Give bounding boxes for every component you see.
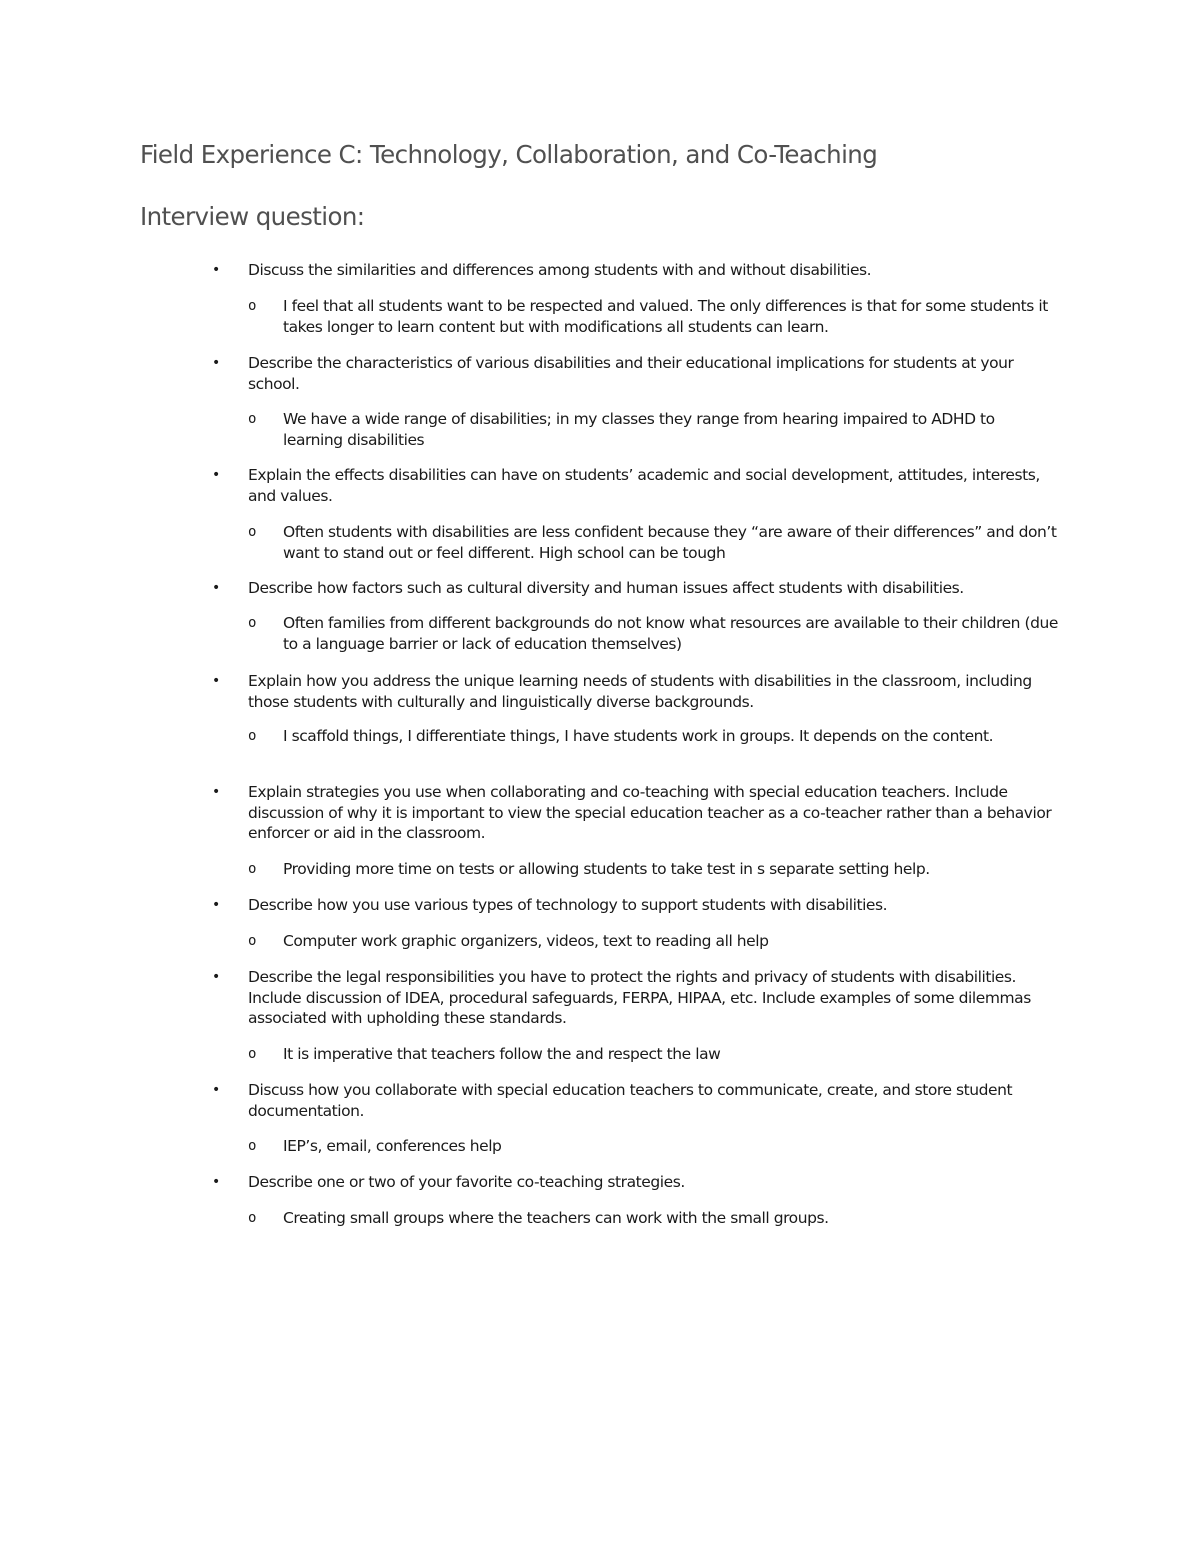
question-text: Explain strategies you use when collaborating and co-teaching with special education teachers. Include discussion of why it is important to view the special education teacher as a co-teacher rather than a behavior enforcer or aid in the classroom. — [248, 783, 1052, 842]
bullet-icon: • — [212, 262, 220, 278]
question-item — [212, 782, 1058, 844]
bullet-icon: • — [212, 580, 220, 596]
question-text: Describe the legal responsibilities you have to protect the rights and privacy of students with disabilities. Include discussion of IDEA, procedural safeguards, FERPA, HIPAA, etc. Include examples of some dilemmas associated with upholding these standards. — [248, 968, 1031, 1027]
question-item — [212, 1172, 1058, 1193]
question-item — [212, 967, 1058, 1029]
question-item — [212, 260, 1058, 281]
answer-item — [248, 613, 1058, 654]
question-item — [212, 578, 1058, 599]
sub-bullet-icon: o — [248, 1138, 256, 1154]
document-title: Field Experience C: Technology, Collaboration, and Co-Teaching — [140, 140, 878, 169]
sub-bullet-icon: o — [248, 728, 256, 744]
sub-bullet-icon: o — [248, 298, 256, 314]
answer-item — [248, 409, 1058, 450]
answer-item — [248, 726, 1058, 747]
answer-text: We have a wide range of disabilities; in my classes they range from hearing impaired to ADHD to learning disabilities — [283, 410, 995, 449]
question-item — [212, 671, 1058, 712]
sub-bullet-icon: o — [248, 411, 256, 427]
question-item — [212, 465, 1058, 506]
bullet-icon: • — [212, 784, 220, 800]
answer-text: IEP’s, email, conferences help — [283, 1137, 502, 1155]
answer-text: Creating small groups where the teachers can work with the small groups. — [283, 1209, 829, 1227]
question-text: Explain how you address the unique learning needs of students with disabilities in the classroom, including those students with culturally and linguistically diverse backgrounds. — [248, 672, 1032, 711]
sub-bullet-icon: o — [248, 524, 256, 540]
sub-bullet-icon: o — [248, 1210, 256, 1226]
answer-item — [248, 931, 1058, 952]
answer-text: Providing more time on tests or allowing students to take test in s separate setting help. — [283, 860, 930, 878]
answer-text: Often families from different backgrounds do not know what resources are available to their children (due to a language barrier or lack of education themselves) — [283, 614, 1058, 653]
bullet-icon: • — [212, 673, 220, 689]
bullet-icon: • — [212, 1082, 220, 1098]
answer-text: I feel that all students want to be respected and valued. The only differences is that for some students it takes longer to learn content but with modifications all students can learn. — [283, 297, 1048, 336]
question-text: Explain the effects disabilities can have on students’ academic and social development, attitudes, interests, and values. — [248, 466, 1040, 505]
sub-bullet-icon: o — [248, 615, 256, 631]
question-text: Describe how factors such as cultural diversity and human issues affect students with disabilities. — [248, 579, 964, 597]
bullet-icon: • — [212, 467, 220, 483]
answer-item — [248, 859, 1058, 880]
question-text: Describe one or two of your favorite co-teaching strategies. — [248, 1173, 685, 1191]
question-text: Discuss how you collaborate with special education teachers to communicate, create, and store student documentation. — [248, 1081, 1013, 1120]
bullet-icon: • — [212, 355, 220, 371]
section-heading: Interview question: — [140, 202, 365, 231]
answer-text: Often students with disabilities are less confident because they “are aware of their differences” and don’t want to stand out or feel different. High school can be tough — [283, 523, 1057, 562]
question-item — [212, 895, 1058, 916]
bullet-icon: • — [212, 897, 220, 913]
answer-text: I scaffold things, I differentiate things, I have students work in groups. It depends on the content. — [283, 727, 994, 745]
answer-item — [248, 1136, 1058, 1157]
answer-item — [248, 522, 1058, 563]
question-text: Describe how you use various types of technology to support students with disabilities. — [248, 896, 888, 914]
answer-text: It is imperative that teachers follow the and respect the law — [283, 1045, 721, 1063]
answer-text: Computer work graphic organizers, videos, text to reading all help — [283, 932, 769, 950]
sub-bullet-icon: o — [248, 861, 256, 877]
question-item — [212, 1080, 1058, 1121]
question-item — [212, 353, 1058, 394]
answer-item — [248, 1044, 1058, 1065]
bullet-icon: • — [212, 969, 220, 985]
sub-bullet-icon: o — [248, 1046, 256, 1062]
answer-item — [248, 296, 1058, 337]
answer-item — [248, 1208, 1058, 1229]
question-text: Describe the characteristics of various disabilities and their educational implications for students at your school. — [248, 354, 1014, 393]
sub-bullet-icon: o — [248, 933, 256, 949]
bullet-icon: • — [212, 1174, 220, 1190]
question-text: Discuss the similarities and differences among students with and without disabilities. — [248, 261, 872, 279]
